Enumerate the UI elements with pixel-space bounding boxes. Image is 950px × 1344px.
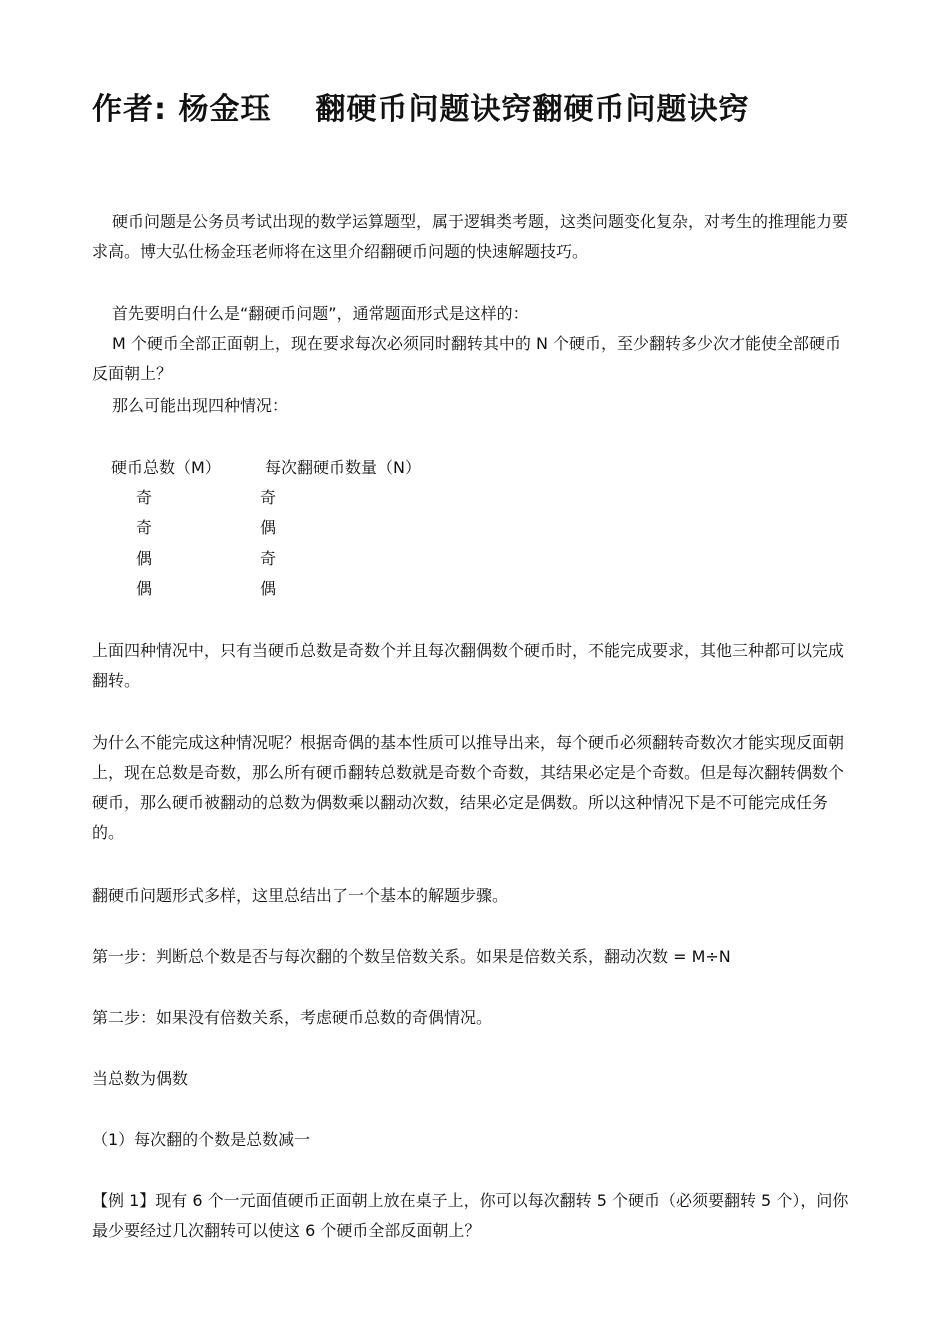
document-title: [92, 84, 749, 128]
table-header-per-flip: 每次翻硬币数量（N）: [265, 458, 421, 477]
table-cell: 偶: [136, 549, 153, 568]
paragraph-why: 为什么不能完成这种情况呢？根据奇偶的基本性质可以推导出来，每个硬币必须翻转奇数次才能实现反面朝上，现在总数是奇数，那么所有硬币翻转总数就是奇数个奇数，其结果必定是个奇数。但是每次翻转偶数个硬币，那么硬币被翻动的总数为偶数乘以翻动次数，结果必定是偶数。所以这种情况下是不可能完成任务的。: [92, 733, 845, 842]
author-label: 作者: 杨金珏: [92, 92, 272, 127]
paragraph-example1: 【例 1】现有 6 个一元面值硬币正面朝上放在桌子上，你可以每次翻转 5 个硬币（必须要翻转 5 个），问你最少要经过几次翻转可以使这 6 个硬币全部反面朝上？: [92, 1191, 849, 1240]
table-cell: 奇: [260, 488, 277, 507]
paragraph-four-cases: 那么可能出现四种情况：: [112, 396, 289, 415]
paragraph-only-case: 上面四种情况中，只有当硬币总数是奇数个并且每次翻偶数个硬币时，不能完成要求，其他三种都可以完成翻转。: [92, 641, 845, 690]
table-header-total: 硬币总数（M）: [111, 458, 221, 477]
paragraph-case1: （1）每次翻的个数是总数减一: [92, 1130, 311, 1149]
table-cell: 偶: [136, 579, 153, 598]
paragraph-summary: 翻硬币问题形式多样，这里总结出了一个基本的解题步骤。: [92, 886, 509, 905]
title-heading: 翻硬币问题诀窍翻硬币问题诀窍: [315, 92, 750, 127]
paragraph-intro: 硬币问题是公务员考试出现的数学运算题型，属于逻辑类考题，这类问题变化复杂，对考生的推理能力要求高。博大弘仕杨金珏老师将在这里介绍翻硬币问题的快速解题技巧。: [92, 212, 849, 261]
table-cell: 奇: [136, 518, 153, 537]
table-cell: 偶: [260, 579, 277, 598]
table-cell: 奇: [260, 549, 277, 568]
table-cell: 奇: [136, 488, 153, 507]
paragraph-even-total: 当总数为偶数: [92, 1069, 189, 1088]
paragraph-first-understand: 首先要明白什么是“翻硬币问题”，通常题面形式是这样的：: [112, 304, 529, 323]
table-cell: 偶: [260, 518, 277, 537]
paragraph-step2: 第二步：如果没有倍数关系，考虑硬币总数的奇偶情况。: [92, 1008, 493, 1027]
paragraph-problem-form: M 个硬币全部正面朝上，现在要求每次必须同时翻转其中的 N 个硬币，至少翻转多少次才能使全部硬币反面朝上？: [92, 334, 842, 383]
paragraph-step1: 第一步：判断总个数是否与每次翻的个数呈倍数关系。如果是倍数关系，翻动次数 = M÷N: [92, 947, 731, 966]
